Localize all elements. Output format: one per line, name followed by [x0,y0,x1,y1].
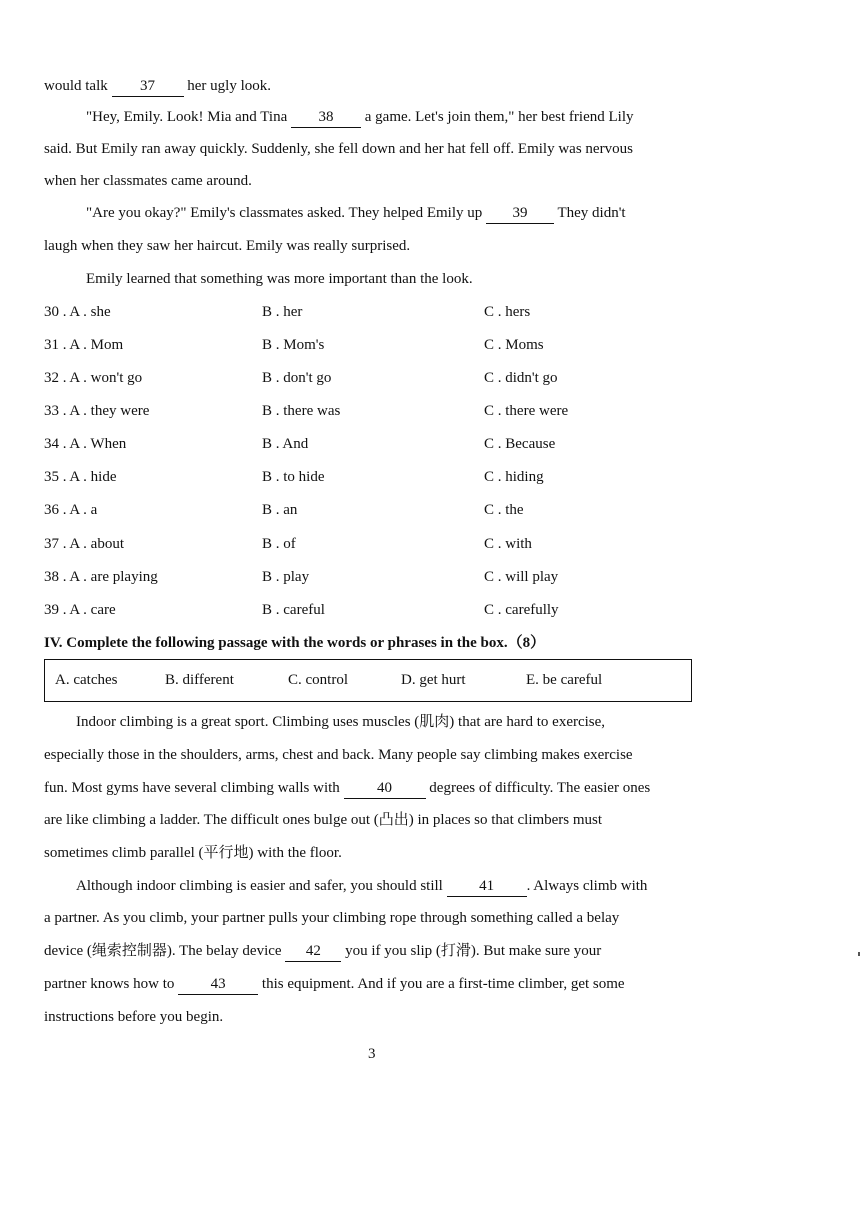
text: "Are you okay?" Emily's classmates asked. They helped Emily up [86,205,486,221]
passage-line: a partner. As you climb, your partner pulls your climbing rope through something called a belay [44,910,620,926]
option-c: C . with [484,536,532,552]
option-b: B . careful [262,602,325,618]
option-c: C . will play [484,569,559,585]
text: degrees of difficulty. The easier ones [425,780,651,796]
passage-line: Emily learned that something was more important than the look. [86,271,473,287]
text: would talk [44,78,112,94]
passage-line: especially those in the shoulders, arms, chest and back. Many people say climbing makes exercise [44,747,633,763]
passage-line [76,876,647,897]
option-a: 32 . A . won't go [44,370,143,386]
text: . Always climb with [526,878,648,894]
passage-line [44,76,271,97]
passage-line [86,203,626,224]
word-option-d: D. get hurt [401,672,466,688]
passage-line [44,778,650,799]
option-a: 34 . A . When [44,436,127,452]
answer-blank: 41 [447,876,527,897]
text: device (绳索控制器). The belay device [44,943,286,959]
answer-blank: 37 [112,76,184,97]
option-c: C . Because [484,436,556,452]
option-b: B . play [262,569,310,585]
option-c: C . hiding [484,469,544,485]
option-c: C . the [484,502,524,518]
text: "Hey, Emily. Look! Mia and Tina [86,109,291,125]
option-a: 30 . A . she [44,304,111,320]
option-a: 33 . A . they were [44,403,150,419]
option-a: 31 . A . Mom [44,337,124,353]
answer-blank: 42 [285,941,341,962]
passage-line: laugh when they saw her haircut. Emily was really surprised. [44,238,411,254]
option-b: B . of [262,536,296,552]
text: her ugly look. [183,78,271,94]
option-b: B . there was [262,403,341,419]
option-b: B . Mom's [262,337,325,353]
passage-line: said. But Emily ran away quickly. Suddenly, she fell down and her hat fell off. Emily was nervous [44,141,633,157]
passage-line: Indoor climbing is a great sport. Climbing uses muscles (肌肉) that are hard to exercise, [76,714,606,730]
option-a: 36 . A . a [44,502,98,518]
word-box [44,659,692,702]
option-b: B . to hide [262,469,325,485]
text: fun. Most gyms have several climbing walls with [44,780,344,796]
passage-line: sometimes climb parallel (平行地) with the floor. [44,845,342,861]
option-a: 35 . A . hide [44,469,117,485]
passage-line: when her classmates came around. [44,173,252,189]
option-b: B . an [262,502,298,518]
option-a: 39 . A . care [44,602,116,618]
word-option-e: E. be careful [526,672,603,688]
word-option-c: C. control [288,672,348,688]
option-c: C . hers [484,304,531,320]
passage-line [86,107,634,128]
option-c: C . carefully [484,602,559,618]
answer-blank: 39 [486,203,554,224]
option-c: C . Moms [484,337,544,353]
option-a: 38 . A . are playing [44,569,158,585]
text: this equipment. And if you are a first-time climber, get some [258,976,625,992]
text: Although indoor climbing is easier and safer, you should still [76,878,447,894]
word-option-b: B. different [165,672,234,688]
passage-line: instructions before you begin. [44,1009,224,1025]
option-b: B . don't go [262,370,332,386]
word-option-a: A. catches [55,672,118,688]
option-a: 37 . A . about [44,536,125,552]
option-b: B . And [262,436,309,452]
option-c: C . there were [484,403,569,419]
section-title: IV. Complete the following passage with the words or phrases in the box.（8） [44,635,546,651]
text: They didn't [554,205,626,221]
option-b: B . her [262,304,303,320]
option-c: C . didn't go [484,370,558,386]
answer-blank: 40 [344,778,426,799]
text: you if you slip (打滑). But make sure your [341,943,602,959]
answer-blank: 38 [291,107,361,128]
passage-line [44,941,601,962]
text: partner knows how to [44,976,179,992]
scan-mark [858,952,860,956]
passage-line: are like climbing a ladder. The difficult ones bulge out (凸出) in places so that climbers must [44,812,603,828]
passage-line [44,974,625,995]
page-number: 3 [368,1046,376,1062]
text: a game. Let's join them," her best friend Lily [361,109,634,125]
answer-blank: 43 [178,974,258,995]
